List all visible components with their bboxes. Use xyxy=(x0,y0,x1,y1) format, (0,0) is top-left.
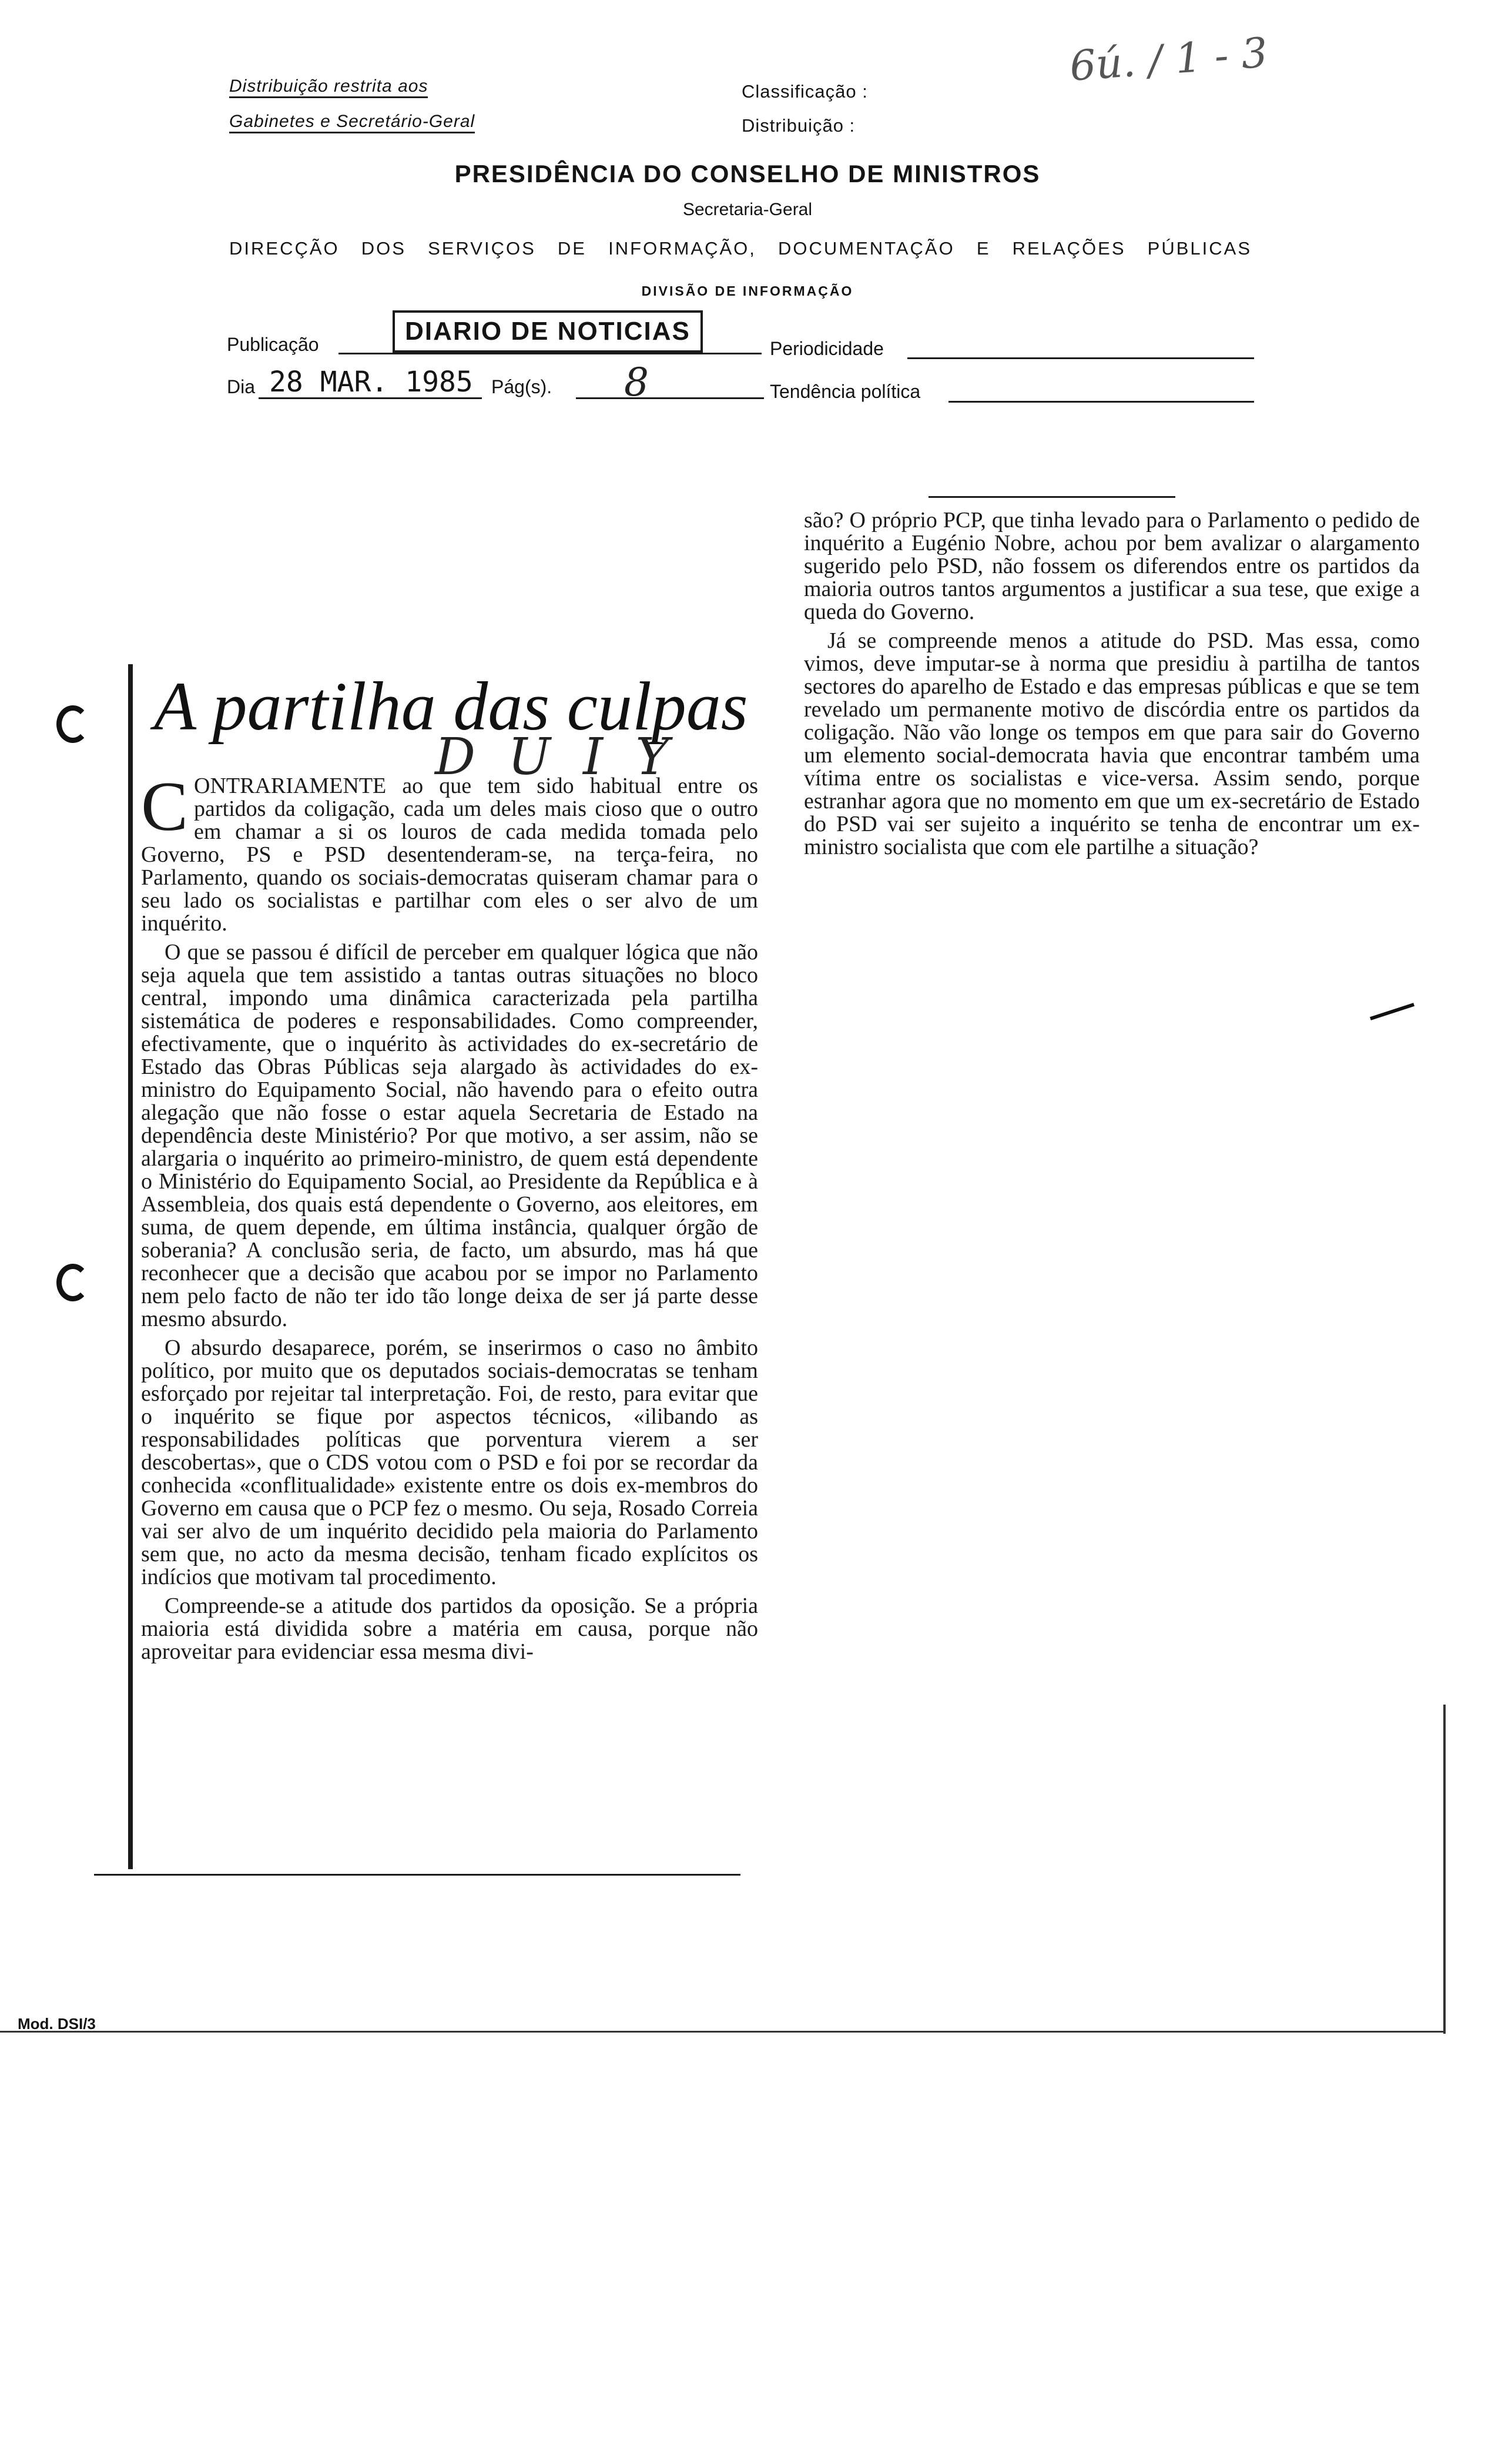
distribution-label: Distribuição : xyxy=(742,115,856,136)
classification-label: Classificação : xyxy=(742,81,868,102)
publication-stamp: DIARIO DE NOTICIAS xyxy=(393,310,703,353)
tendency-underline xyxy=(948,401,1254,403)
article-headline: A partilha das culpas xyxy=(154,668,748,745)
column-rule-top xyxy=(928,496,1175,498)
paragraph-2: O que se passou é difícil de perceber em qualquer lógica que não seja aquela que tem assistido a tantas outras situações no bloco central, impondo uma dinâmica caracterizada pela partilha sistemática de poderes e responsabilidades. Como compreender, efectivamente, que o inquérito às actividades do ex-secretário de Estado das Obras Públicas seja alargado às actividades do ex-ministro do Equipamento Social, não havendo para o efeito outra alegação que não fosse o estar aquela Secretaria de Estado na dependência deste Ministério? Por que motivo, a ser assim, não se alargaria o inquérito ao primeiro-ministro, de quem está dependente o Ministério do Equipamento Social, ao Presidente da República e à Assembleia, dos quais está dependente o Governo, aos eleitores, em suma, de quem depende, em última instância, qualquer órgão de soberania? A conclusão seria, de facto, um absurdo, mas há que reconhecer que a decisão que acabou por se impor no Parlamento nem pelo facto de não ter ido tão longe deixa de ser já parte desse mesmo absurdo. xyxy=(141,940,758,1331)
publication-label: Publicação xyxy=(227,334,319,355)
distribution-line-1: Distribuição restrita aos xyxy=(229,76,428,98)
secretariat-title: Secretaria-Geral xyxy=(682,200,813,219)
dropcap: C xyxy=(141,767,189,845)
periodicity-label: Periodicidade xyxy=(770,338,884,359)
column-rule-bottom xyxy=(94,1874,740,1876)
periodicity-underline xyxy=(907,357,1254,359)
division-title: DIVISÃO DE INFORMAÇÃO xyxy=(641,283,854,299)
punch-hole-bottom xyxy=(56,1264,89,1301)
end-mark xyxy=(1370,1003,1414,1020)
paragraph-3: O absurdo desaparece, porém, se inserirmos o caso no âmbito político, por muito que os deputados sociais-democratas se tenham esforçado por rejeitar tal interpretação. Foi, de resto, para evitar que o inquérito se fique por aspectos técnicos, «ilibando as responsabilidades políticas que porventura vierem a ser descobertas», que o CDS votou com o PSD e foi por se recordar da conhecida «conflitualidade» existente entre os dois ex-membros do Governo em causa que o PCP fez o mesmo. Ou seja, Rosado Correia vai ser alvo de um inquérito decidido pela maioria do Parlamento sem que, no acto da mesma decisão, tenham ficado explícitos os indícios que motivam tal procedimento. xyxy=(141,1335,758,1589)
punch-hole-top xyxy=(56,705,89,743)
paragraph-4: Compreende-se a atitude dos partidos da oposição. Se a própria maioria está dividida sobre a matéria em causa, porque não aproveitar para evidenciar essa mesma divi- xyxy=(141,1593,758,1664)
day-value: 28 MAR. 1985 xyxy=(269,366,473,399)
paragraph-6: Já se compreende menos a atitude do PSD. Mas essa, como vimos, deve imputar-se à norma que presidiu à partilha de tantos sectores do aparelho de Estado e das empresas públicas e que se tem revelado um permanente motivo de discórdia entre os partidos da coligação. Não vão longe os tempos em que para sair do Governo um elemento social-democrata havia que encontrar também uma vítima entre os socialistas e vice-versa. Assim sendo, porque estranhar agora que no momento em que um ex-secretário de Estado do PSD vai ser sujeito a inquérito se tenha de encontrar um ex-ministro socialista que com ele partilhe a situação? xyxy=(804,628,1420,859)
form-code: Mod. DSI/3 xyxy=(18,2015,96,2033)
day-label: Dia xyxy=(227,376,256,397)
pages-label: Pág(s). xyxy=(491,376,552,397)
paragraph-1 xyxy=(141,767,758,936)
bottom-edge-line xyxy=(0,2031,1446,2033)
paragraph-5: são? O próprio PCP, que tinha levado para o Parlamento o pedido de inquérito a Eugénio Nobre, achou por bem avalizar o alargamento sugerido pelo PSD, não fossem os diferendos entre os partidos da maioria outros tantos argumentos a justificar a sua tese, que exige a queda do Governo. xyxy=(804,508,1420,624)
pages-value: 8 xyxy=(624,360,649,405)
article-left-column xyxy=(141,767,758,1669)
distribution-line-2: Gabinetes e Secretário-Geral xyxy=(229,112,475,133)
pages-underline xyxy=(576,397,764,399)
directorate-title: DIRECÇÃO DOS SERVIÇOS DE INFORMAÇÃO, DOCUMENTAÇÃO E RELAÇÕES PÚBLICAS xyxy=(229,238,1252,259)
handwritten-mark: D U I Y xyxy=(435,728,678,786)
publication-underline xyxy=(338,353,762,354)
article-right-column xyxy=(804,509,1420,865)
left-margin-rule xyxy=(128,664,133,1869)
paragraph-1-text: ONTRARIAMENTE ao que tem sido habitual entre os partidos da coligação, cada um deles mais cioso que o outro em chamar a si os louros de cada medida tomada pelo Governo, PS e PSD desentenderam-se, na terça-feira, no Parlamento, quando os sociais-democratas quiseram chamar para o seu lado os socialistas e partilhar com eles o ser alvo de um inquérito. xyxy=(141,774,758,936)
ministry-title: PRESIDÊNCIA DO CONSELHO DE MINISTROS xyxy=(454,160,1041,188)
tendency-label: Tendência política xyxy=(770,381,921,402)
corner-handwritten-note: 6ú. / 1 - 3 xyxy=(1068,28,1269,91)
right-edge-mark xyxy=(1443,1705,1446,2034)
